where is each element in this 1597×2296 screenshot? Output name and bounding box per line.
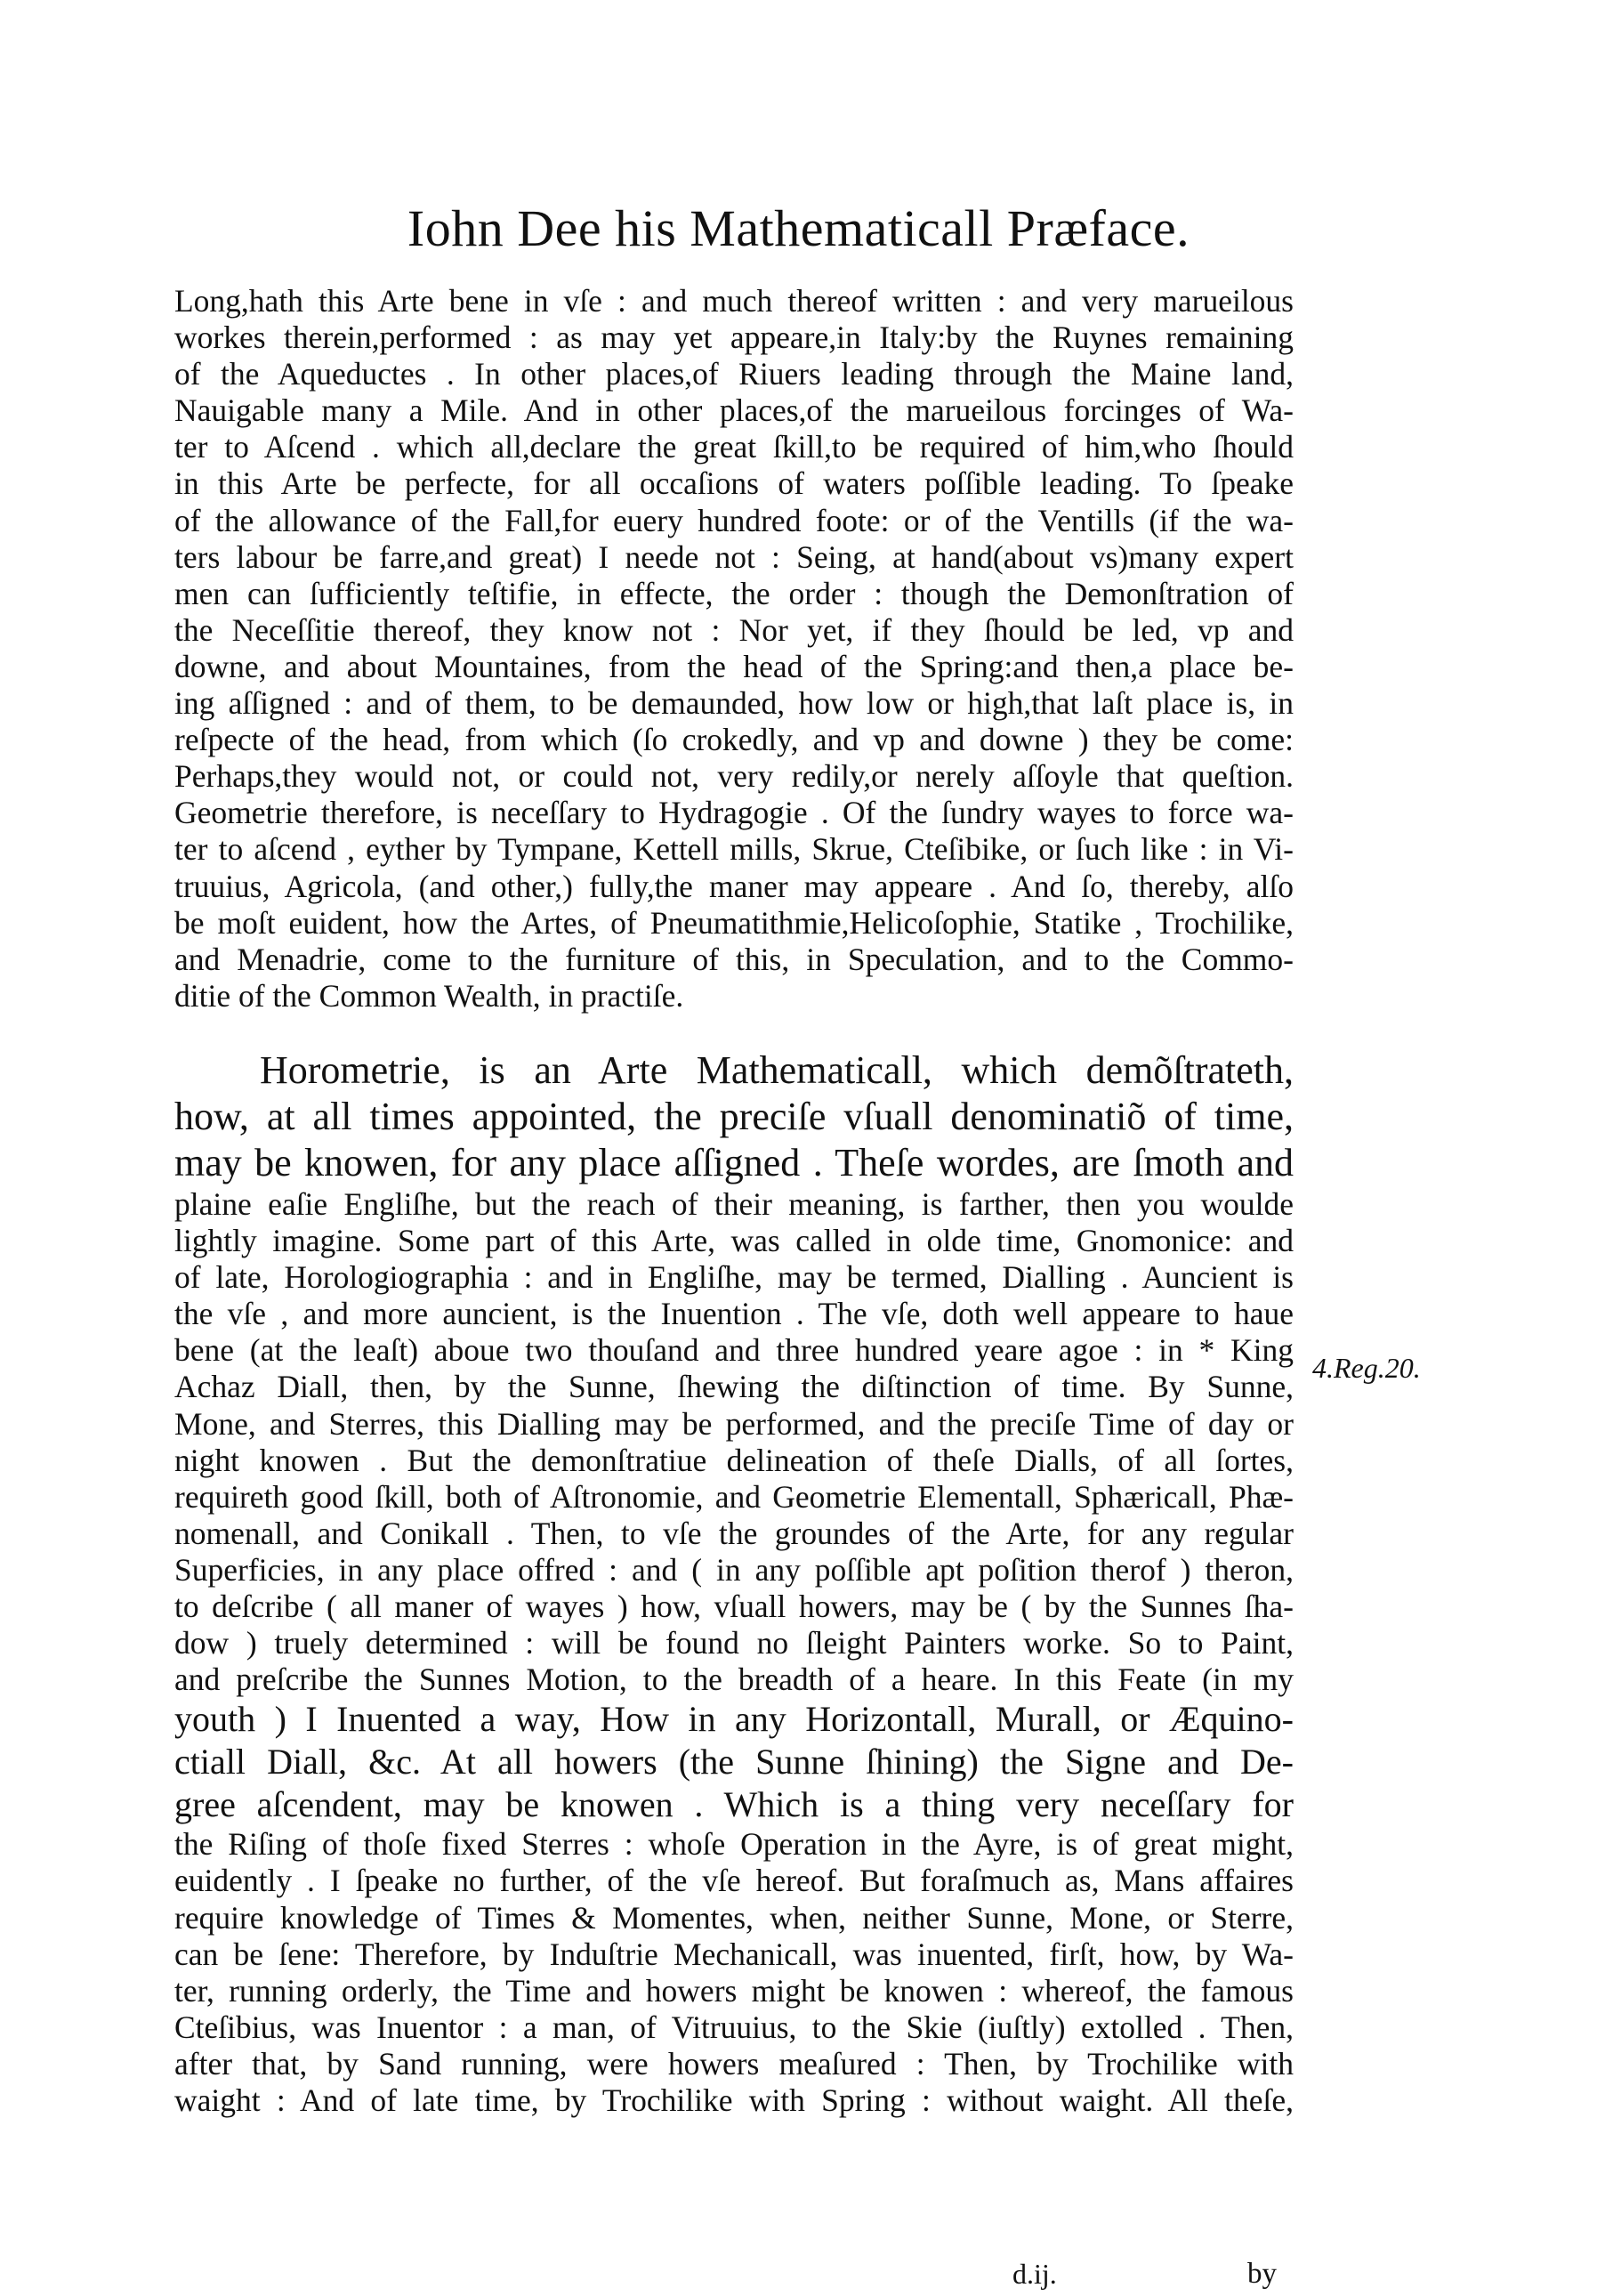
text-line: in this Arte be perfecte, for all occaſions of waters poſſible leading. To ſpeake (174, 465, 1294, 502)
text-line: nomenall, and Conikall . Then, to vſe the groundes of the Arte, for any regular (174, 1515, 1294, 1551)
text-line: ter, running orderly, the Time and howers might be knowen : whereof, the famous (174, 1972, 1294, 2009)
text-line: the vſe , and more auncient, is the Inuention . The vſe, doth well appeare to haue (174, 1296, 1294, 1332)
text-line-large: Horometrie, is an Arte Mathematicall, which demõſtrateth, (260, 1048, 1294, 1092)
catchword: by (1247, 2258, 1277, 2290)
text-line: ter to Aſcend . which all,declare the great ſkill,to be required of him,who ſhould (174, 429, 1294, 465)
text-line: ter to aſcend , eyther by Tympane, Kettell mills, Skrue, Cteſibike, or ſuch like : in Vi- (174, 831, 1294, 868)
text-line: and Menadrie, come to the furniture of this, in Speculation, and to the Commo- (174, 941, 1294, 977)
text-line: Mone, and Sterres, this Dialling may be performed, and the preciſe Time of day or (174, 1405, 1294, 1442)
text-line: Cteſibius, was Inuentor : a man, of Vitruuius, to the Skie (iuſtly) extolled . Then, (174, 2009, 1294, 2045)
text-line: can be ſene: Therefore, by Induſtrie Mechanicall, was inuented, firſt, how, by Wa- (174, 1936, 1294, 1972)
text-line: to deſcribe ( all maner of wayes ) how, vſuall howers, may be ( by the Sunnes ſha- (174, 1589, 1294, 1625)
text-line: truuius, Agricola, (and other,) fully,the maner may appeare . And ſo, thereby, alſo (174, 868, 1294, 904)
text-line: the Riſing of thoſe fixed Sterres : whoſe Operation in the Ayre, is of great might, (174, 1826, 1294, 1863)
text-line: Geometrie therefore, is neceſſary to Hydragogie . Of the ſundry wayes to force wa- (174, 795, 1294, 831)
text-line: Perhaps,they would not, or could not, very redily,or nerely aſſoyle that queſtion. (174, 758, 1294, 795)
text-line: reſpecte of the head, from which (ſo crokedly, and vp and downe ) they be come: (174, 722, 1294, 758)
text-line: be moſt euident, how the Artes, of Pneumatithmie,Helicoſophie, Statike , Trochilike, (174, 904, 1294, 941)
text-line: require knowledge of Times & Momentes, when, neither Sunne, Mone, or Sterre, (174, 1899, 1294, 1936)
text-line: of the allowance of the Fall,for euery hundred foote: or of the Ventills (if the wa- (174, 502, 1294, 538)
page-title: Iohn Dee his Mathematicall Præface. (407, 199, 1190, 257)
text-line: men can ſufficiently teſtifie, in effecte, the order : though the Demonſtration of (174, 575, 1294, 611)
text-line: Nauigable many a Mile. And in other places,of the marueilous forcinges of Wa- (174, 392, 1294, 429)
text-line: lightly imagine. Some part of this Arte, was called in olde time, Gnomonice: and (174, 1223, 1294, 1259)
text-line: waight : And of late time, by Trochilike with Spring : without waight. All theſe, (174, 2082, 1294, 2118)
text-line: Superficies, in any place offred : and ( in any poſſible apt poſition therof ) theron, (174, 1551, 1294, 1588)
text-line: the Neceſſitie thereof, they know not : Nor yet, if they ſhould be led, vp and (174, 611, 1294, 648)
text-line: of late, Horologiographia : and in Engliſhe, may be termed, Dialling . Auncient is (174, 1259, 1294, 1296)
text-line: night knowen . But the demonſtratiue delineation of theſe Dialls, of all ſortes, (174, 1442, 1294, 1478)
paragraph-horometrie (174, 1047, 1294, 2119)
text-line: Achaz Diall, then, by the Sunne, ſhewing the diſtinction of time. By Sunne, (174, 1369, 1294, 1405)
text-line: Long,hath this Arte bene in vſe : and much thereof written : and very marueilous (174, 283, 1294, 319)
text-line-medium: ctiall Diall, &c. At all howers (the Sunne ſhining) the Signe and De- (174, 1742, 1294, 1783)
text-line: workes therein,performed : as may yet appeare,in Italy:by the Ruynes remaining (174, 319, 1294, 356)
paragraph-hydragogie (174, 283, 1294, 1015)
text-line: dow ) truely determined : will be found no ſleight Painters worke. So to Paint, (174, 1625, 1294, 1661)
text-line-medium: gree aſcendent, may be knowen . Which is a thing very neceſſary for (174, 1784, 1294, 1825)
text-line: ing aſſigned : and of them, to be demaunded, how low or high,that laſt place is, in (174, 685, 1294, 722)
signature-mark: d.ij. (1012, 2258, 1057, 2290)
text-line: plaine eaſie Engliſhe, but the reach of their meaning, is farther, then you woulde (174, 1186, 1294, 1222)
margin-note: 4.Reg.20. (1312, 1352, 1421, 1384)
text-line-large: how, at all times appointed, the preciſe vſuall denominatiõ of time, (174, 1095, 1294, 1138)
text-line-large: may be knowen, for any place aſſigned . Theſe wordes, are ſmoth and (174, 1141, 1294, 1184)
text-line: and preſcribe the Sunnes Motion, to the breadth of a heare. In this Feate (in my (174, 1661, 1294, 1698)
text-line: ters labour be farre,and great) I neede not : Seing, at hand(about vs)many expert (174, 538, 1294, 575)
text-line: of the Aqueductes . In other places,of Riuers leading through the Maine land, (174, 356, 1294, 392)
text-line: requireth good ſkill, both of Aſtronomie, and Geometrie Elementall, Sphæricall, Phæ- (174, 1478, 1294, 1515)
text-line-medium: youth ) I Inuented a way, How in any Horizontall, Murall, or Æquino- (174, 1699, 1294, 1740)
text-line: bene (at the leaſt) aboue two thouſand and three hundred yeare agoe : in * King (174, 1332, 1294, 1369)
text-line: euidently . I ſpeake no further, of the vſe hereof. But foraſmuch as, Mans affaires (174, 1863, 1294, 1899)
text-line: after that, by Sand running, were howers meaſured : Then, by Trochilike with (174, 2045, 1294, 2082)
text-line: ditie of the Common Wealth, in practiſe. (174, 977, 684, 1014)
text-line: downe, and about Mountaines, from the head of the Spring:and then,a place be- (174, 648, 1294, 684)
